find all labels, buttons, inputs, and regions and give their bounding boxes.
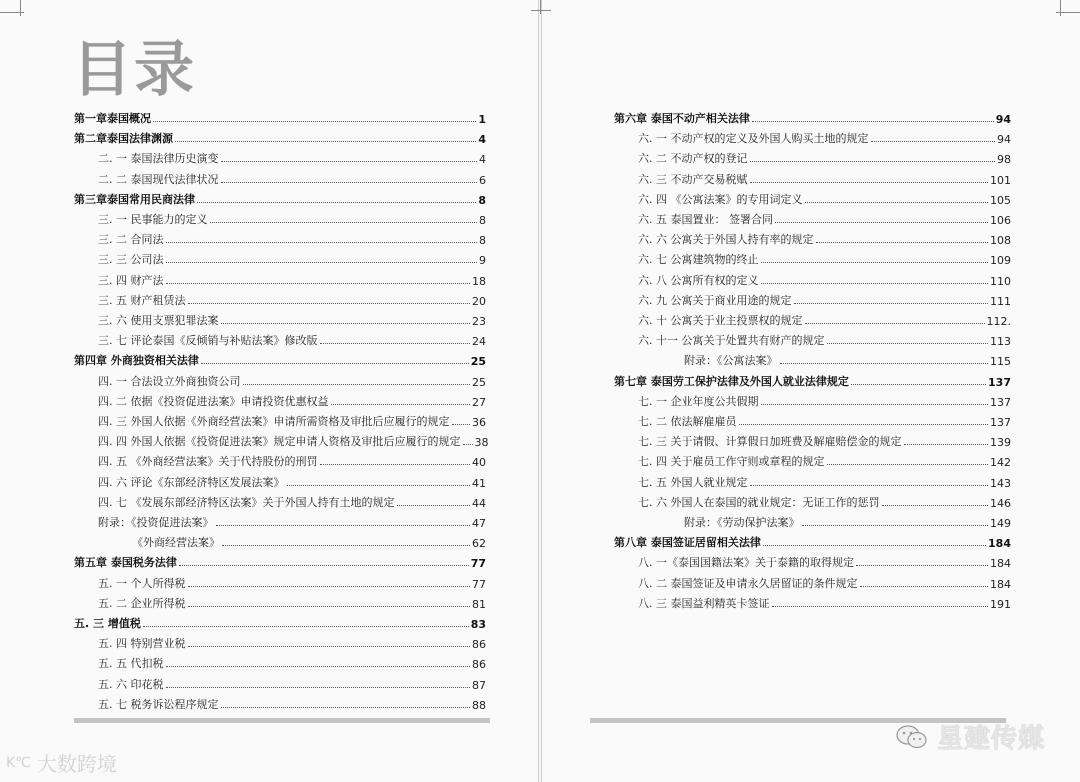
- toc-leader-dots: [153, 121, 476, 122]
- toc-leader-dots: [761, 283, 989, 284]
- toc-entry: [638, 227, 1011, 247]
- toc-entry-page: 62: [472, 537, 486, 551]
- toc-entry-label: 二. 二 泰国现代法律状况: [98, 172, 219, 186]
- toc-leader-dots: [816, 242, 989, 243]
- toc-entry: [74, 126, 486, 146]
- toc-entry-label: 八. 一《泰国国籍法案》关于泰籍的取得规定: [638, 556, 854, 570]
- toc-entry-label: 附录：《劳动保护法案》: [684, 516, 800, 529]
- toc-leader-dots: [166, 687, 471, 688]
- toc-entry-page: 112.: [986, 315, 1011, 328]
- toc-entry-page: 86: [472, 658, 486, 672]
- toc-entry-page: 24: [472, 335, 486, 349]
- toc-entry-label: 四. 三 外国人依据《外商经营法案》申请所需资格及审批后应履行的规定: [98, 415, 450, 428]
- toc-entry-label: 七. 四 关于雇员工作守则或章程的规定: [638, 455, 825, 469]
- toc-entry: [98, 369, 486, 389]
- toc-entry-page: 8: [479, 234, 486, 248]
- toc-entry-page: 77: [470, 557, 486, 571]
- toc-leader-dots: [221, 707, 471, 708]
- toc-entry-label: 三. 三 公司法: [98, 253, 164, 267]
- toc-leader-dots: [871, 141, 996, 142]
- toc-leader-dots: [320, 343, 471, 344]
- toc-entry-page: 143: [990, 476, 1011, 490]
- toc-entry: [74, 550, 486, 570]
- crop-mark: [1060, 0, 1061, 16]
- toc-entry: [638, 207, 1011, 227]
- toc-entry-page: 109: [990, 254, 1011, 268]
- toc-entry: [638, 146, 1011, 166]
- toc-entry-page: 87: [472, 678, 486, 692]
- toc-entry-label: 四. 一 合法设立外商独资公司: [98, 374, 241, 388]
- toc-entry-label: 三. 一 民事能力的定义: [98, 213, 208, 226]
- toc-leader-dots: [750, 161, 996, 162]
- toc-entry-page: 40: [472, 456, 486, 470]
- toc-leader-dots: [752, 121, 994, 122]
- toc-leader-dots: [221, 323, 471, 324]
- toc-entry-page: 23: [472, 315, 486, 328]
- toc-leader-dots: [750, 485, 989, 486]
- toc-entry: [638, 449, 1011, 469]
- watermark-left-text: 大数跨境: [36, 752, 117, 776]
- toc-entry-label: 八. 二 泰国签证及申请永久居留证的条件规定: [638, 576, 858, 590]
- toc-entry-page: 81: [472, 597, 486, 611]
- toc-entry-label: 四. 五 《外商经营法案》关于代持股份的刑罚: [98, 455, 318, 469]
- toc-entry: [98, 490, 486, 510]
- toc-entry-label: 六. 八 公寓所有权的定义: [638, 273, 759, 287]
- toc-entry: [98, 631, 486, 651]
- crop-mark: [540, 0, 541, 14]
- toc-entry: [98, 470, 486, 490]
- crop-mark: [531, 10, 551, 11]
- toc-entry: [98, 268, 486, 288]
- toc-entry-label: 第七章 泰国劳工保护法律及外国人就业法律规定: [614, 374, 849, 388]
- toc-entry: [638, 268, 1011, 288]
- toc-entry-page: 25: [472, 375, 486, 389]
- toc-entry-label: 第六章 泰国不动产相关法律: [614, 112, 750, 125]
- toc-entry: [638, 308, 1011, 328]
- toc-leader-dots: [805, 323, 985, 324]
- toc-entry-label: 第八章 泰国签证居留相关法律: [614, 536, 761, 550]
- toc-entry-label: 六. 五 泰国置业： 签署合同: [638, 213, 773, 226]
- toc-entry: [74, 187, 486, 207]
- toc-entry-label: 第五章 泰国税务法律: [74, 556, 177, 570]
- toc-entry-label: 《外商经营法案》: [132, 536, 220, 550]
- toc-entry-label: 附录：《公寓法案》: [684, 354, 778, 368]
- toc-leader-dots: [851, 384, 986, 385]
- toc-entry-label: 六. 九 公寓关于商业用途的规定: [638, 293, 792, 307]
- toc-entry-page: 108: [990, 234, 1011, 248]
- toc-leader-dots: [188, 646, 471, 647]
- toc-entry: [98, 409, 486, 429]
- toc-entry: [98, 207, 486, 227]
- toc-leader-dots: [221, 161, 478, 162]
- toc-leader-dots: [243, 384, 471, 385]
- toc-entry-label: 四. 二 依据《投资促进法案》申请投资优惠权益: [98, 394, 329, 408]
- toc-entry-page: 184: [990, 557, 1011, 571]
- toc-entry: [638, 591, 1011, 611]
- toc-entry-page: 110: [990, 274, 1011, 288]
- toc-entry-label: 五. 五 代扣税: [98, 657, 164, 671]
- toc-leader-dots: [856, 565, 988, 566]
- toc-entry-label: 六. 二 不动产权的登记: [638, 152, 748, 166]
- toc-entry-page: 94: [995, 113, 1011, 126]
- toc-leader-dots: [188, 586, 471, 587]
- toc-entry-label: 六. 十 公寓关于业主投票权的规定: [638, 314, 803, 327]
- toc-entry: [74, 611, 486, 631]
- toc-entry: [684, 510, 1011, 530]
- toc-entry-page: 1: [478, 113, 486, 126]
- toc-entry: [98, 692, 486, 712]
- toc-entry-label: 三. 二 合同法: [98, 233, 164, 247]
- toc-entry-page: 83: [470, 618, 486, 631]
- toc-entry-page: 4: [479, 153, 486, 167]
- toc-entry-page: 44: [472, 496, 486, 510]
- toc-leader-dots: [320, 464, 471, 465]
- toc-entry: [638, 126, 1011, 146]
- toc-leader-dots: [287, 485, 471, 486]
- toc-entry-label: 五. 七 税务诉讼程序规定: [98, 697, 219, 711]
- toc-entry-label: 六. 十一 公寓关于处置共有财产的规定: [638, 334, 825, 348]
- toc-entry-page: 115: [990, 355, 1011, 369]
- toc-entry: [98, 328, 486, 348]
- toc-leader-dots: [175, 141, 476, 142]
- toc-entry-label: 七. 一 企业年度公共假期: [638, 394, 759, 408]
- toc-leader-dots: [201, 363, 469, 364]
- toc-entry-label: 六. 六 公寓关于外国人持有率的规定: [638, 233, 814, 247]
- toc-leader-dots: [904, 444, 989, 445]
- toc-entry-page: 142: [990, 456, 1011, 470]
- toc-entry-page: 9: [479, 254, 486, 268]
- toc-entry-label: 五. 一 个人所得税: [98, 576, 186, 590]
- toc-entry-label: 三. 六 使用支票犯罪法案: [98, 314, 219, 327]
- toc-entry-label: 三. 四 财产法: [98, 273, 164, 287]
- toc-entry-page: 111: [990, 294, 1011, 308]
- toc-leader-dots: [739, 424, 989, 425]
- toc-entry: [638, 247, 1011, 267]
- toc-leader-dots: [763, 545, 986, 546]
- toc-leader-dots: [794, 303, 989, 304]
- toc-entry-page: 27: [472, 395, 486, 409]
- toc-entry: [638, 187, 1011, 207]
- toc-leader-dots: [761, 262, 989, 263]
- toc-leader-dots: [331, 404, 471, 405]
- toc-entry: [98, 247, 486, 267]
- toc-entry: [638, 470, 1011, 490]
- toc-leader-dots: [216, 525, 471, 526]
- toc-entry-label: 第三章泰国常用民商法律: [74, 192, 195, 206]
- toc-entry: [638, 409, 1011, 429]
- toc-leader-dots: [179, 565, 469, 566]
- toc-entry: [74, 348, 486, 368]
- toc-entry-page: 184: [988, 537, 1011, 551]
- toc-entry-page: 88: [472, 698, 486, 712]
- toc-entry-label: 六. 七 公寓建筑物的终止: [638, 253, 759, 267]
- toc-entry: [132, 530, 486, 550]
- toc-leader-dots: [805, 202, 989, 203]
- toc-entry-page: 113: [990, 335, 1011, 349]
- toc-entry-label: 五. 三 增值税: [74, 617, 141, 630]
- toc-entry-page: 191: [990, 597, 1011, 611]
- toc-leader-dots: [166, 262, 478, 263]
- toc-entry-page: 94: [997, 133, 1011, 147]
- toc-entry-label: 二. 一 泰国法律历史演变: [98, 152, 219, 166]
- toc-entry-label: 四. 六 评论《东部经济特区发展法案》: [98, 475, 285, 489]
- toc-entry: [98, 591, 486, 611]
- toc-leader-dots: [222, 545, 470, 546]
- toc-entry: [638, 490, 1011, 510]
- toc-leader-dots: [827, 343, 989, 344]
- crop-mark: [20, 0, 21, 16]
- toc-entry-page: 38: [474, 436, 489, 450]
- toc-entry-label: 五. 二 企业所得税: [98, 596, 186, 610]
- toc-entry-label: 七. 六 外国人在泰国的就业规定：无证工作的惩罚: [638, 495, 880, 509]
- toc-entry: [98, 449, 486, 469]
- toc-entry: [98, 429, 489, 450]
- toc-entry-label: 附录：《投资促进法案》: [98, 516, 214, 529]
- bottom-rule-left: [74, 718, 490, 723]
- toc-entry: [638, 429, 1011, 449]
- toc-leader-dots: [188, 606, 471, 607]
- toc-entry: [74, 106, 486, 126]
- toc-entry-page: 137: [990, 395, 1011, 409]
- toc-leader-dots: [166, 666, 471, 667]
- toc-entry: [98, 288, 486, 308]
- toc-entry-label: 五. 六 印花税: [98, 677, 164, 691]
- toc-leader-dots: [882, 505, 989, 506]
- toc-entry: [684, 348, 1011, 368]
- right-page: [541, 0, 1080, 782]
- toc-entry-page: 105: [990, 193, 1011, 207]
- toc-entry: [638, 288, 1011, 308]
- toc-entry-page: 101: [990, 173, 1011, 187]
- toc-entry-page: 41: [472, 476, 486, 490]
- watermark-logo: K℃: [6, 754, 31, 771]
- left-page: [0, 0, 539, 782]
- toc-entry-label: 六. 三 不动产交易税赋: [638, 172, 748, 186]
- watermark-left: [6, 748, 117, 777]
- page-title: 目录: [72, 35, 196, 105]
- toc-entry: [614, 369, 1011, 389]
- toc-entry-page: 47: [472, 517, 486, 530]
- toc-leader-dots: [221, 182, 478, 183]
- toc-leader-dots: [197, 202, 476, 203]
- toc-entry: [98, 510, 486, 530]
- watermark-right-text: 星建传媒: [937, 724, 1046, 754]
- toc-leader-dots: [761, 404, 989, 405]
- toc-entry-page: 184: [990, 577, 1011, 591]
- toc-entry-page: 137: [988, 375, 1011, 389]
- toc-leader-dots: [802, 525, 989, 526]
- toc-entry-page: 137: [990, 416, 1011, 429]
- toc-entry-page: 8: [478, 193, 486, 207]
- toc-entry-page: 4: [478, 133, 486, 147]
- toc-entry: [638, 167, 1011, 187]
- toc-entry-page: 8: [479, 214, 486, 227]
- toc-leader-dots: [750, 182, 989, 183]
- toc-entry: [98, 146, 486, 166]
- toc-entry: [614, 106, 1011, 126]
- toc-entry-label: 七. 三 关于请假、计算假日加班费及解雇赔偿金的规定: [638, 435, 902, 449]
- toc-leader-dots: [210, 222, 478, 223]
- toc-entry-page: 77: [472, 577, 486, 591]
- toc-entry-label: 第二章泰国法律渊源: [74, 132, 173, 146]
- toc-entry: [98, 308, 486, 328]
- toc-entry-label: 三. 七 评论泰国《反倾销与补贴法案》修改版: [98, 334, 318, 348]
- toc-leader-dots: [452, 424, 471, 425]
- toc-leader-dots: [463, 444, 473, 445]
- toc-entry: [638, 550, 1011, 570]
- toc-entry: [98, 167, 486, 187]
- toc-entry-label: 四. 四 外国人依据《投资促进法案》规定申请人资格及审批后应履行的规定: [98, 435, 461, 449]
- toc-leader-dots: [166, 242, 478, 243]
- toc-leader-dots: [188, 303, 471, 304]
- toc-entry: [98, 571, 486, 591]
- toc-entry-page: 98: [997, 153, 1011, 167]
- toc-entry-page: 25: [470, 355, 486, 369]
- toc-entry-page: 146: [990, 496, 1011, 510]
- toc-entry: [98, 672, 486, 692]
- toc-entry-label: 八. 三 泰国益利精英卡签证: [638, 596, 770, 610]
- toc-entry: [638, 571, 1011, 591]
- toc-leader-dots: [827, 464, 989, 465]
- toc-entry-label: 第四章 外商独资相关法律: [74, 354, 199, 368]
- toc-entry-page: 18: [472, 274, 486, 288]
- toc-entry-label: 五. 四 特别营业税: [98, 637, 186, 651]
- toc-leader-dots: [780, 363, 989, 364]
- toc-leader-dots: [166, 283, 471, 284]
- toc-entry-label: 第一章泰国概况: [74, 112, 151, 125]
- toc-entry-label: 六. 一 不动产权的定义及外国人购买土地的规定: [638, 132, 869, 146]
- toc-entry: [638, 328, 1011, 348]
- toc-leader-dots: [860, 586, 989, 587]
- toc-leader-dots: [143, 626, 469, 627]
- toc-entry-page: 20: [472, 294, 486, 308]
- toc-entry-page: 86: [472, 638, 486, 652]
- toc-leader-dots: [397, 505, 471, 506]
- toc-leader-dots: [775, 222, 988, 223]
- toc-entry-page: 149: [990, 517, 1011, 530]
- toc-entry: [638, 389, 1011, 409]
- toc-entry-label: 三. 五 财产租赁法: [98, 293, 186, 307]
- wechat-icon: [895, 724, 929, 750]
- toc-entry: [98, 227, 486, 247]
- toc-entry: [98, 651, 486, 671]
- toc-entry-page: 106: [990, 214, 1011, 227]
- toc-entry: [98, 389, 486, 409]
- toc-entry-label: 七. 五 外国人就业规定: [638, 475, 748, 489]
- toc-entry-page: 6: [479, 173, 486, 187]
- toc-entry-label: 七. 二 依法解雇雇员: [638, 415, 737, 428]
- toc-entry-page: 36: [472, 416, 486, 429]
- toc-entry-page: 139: [990, 436, 1011, 450]
- toc-leader-dots: [772, 606, 989, 607]
- toc-entry-label: 六. 四 《公寓法案》的专用词定义: [638, 192, 803, 206]
- toc-entry: [614, 530, 1011, 550]
- watermark-right: [895, 718, 1045, 755]
- toc-entry-label: 四. 七 《发展东部经济特区法案》关于外国人持有土地的规定: [98, 495, 395, 509]
